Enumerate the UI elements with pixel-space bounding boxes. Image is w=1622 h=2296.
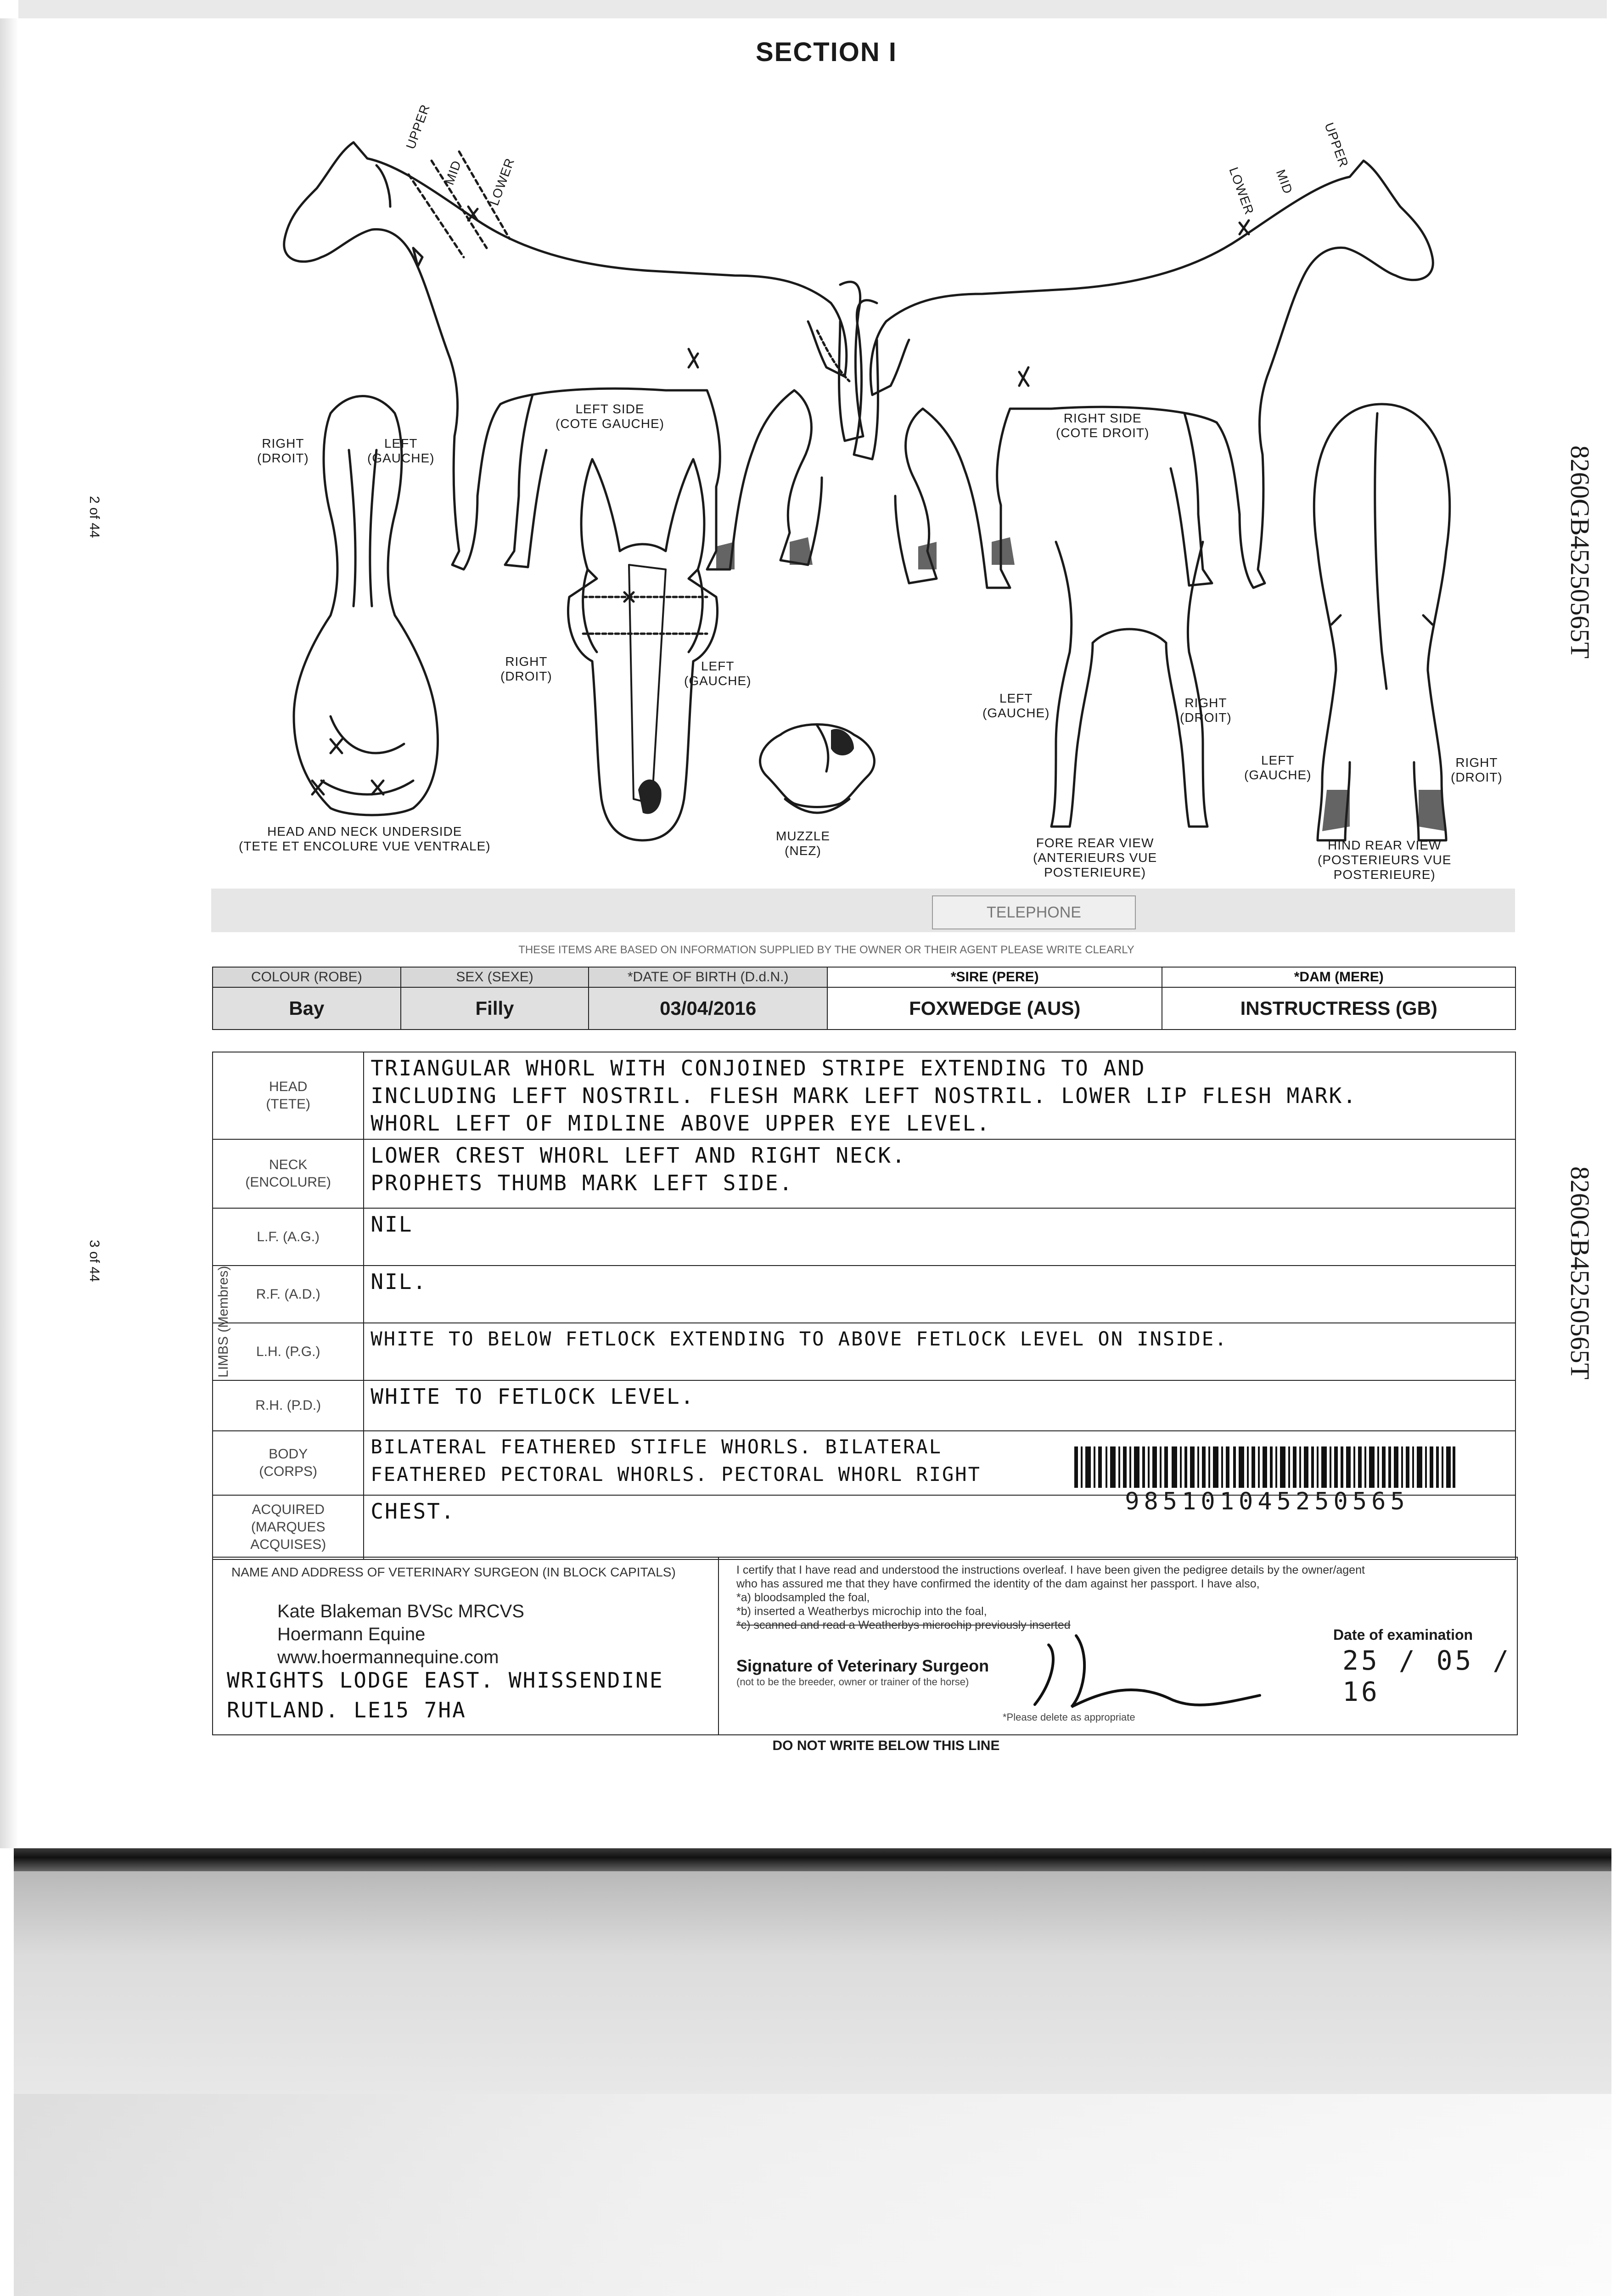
label-head <box>213 1052 364 1139</box>
label-hind-rear-fr2: POSTERIEURE) <box>1333 867 1436 882</box>
label-hind-left <box>1244 753 1311 782</box>
label-upper-left: UPPER <box>403 102 433 151</box>
cert-line-3: *a) bloodsampled the foal, <box>736 1591 870 1604</box>
limbs-label: LIMBS (Membres) <box>216 1266 231 1378</box>
value-sire: FOXWEDGE (AUS) <box>827 987 1162 1030</box>
label-fore-rear-en: FORE REAR VIEW <box>1036 836 1154 850</box>
header-colour: COLOUR (ROBE) <box>213 967 401 987</box>
label-fore-rear-view <box>1033 836 1157 880</box>
footer-instruction: DO NOT WRITE BELOW THIS LINE <box>772 1738 1000 1753</box>
page-number-bottom: 3 of 44 <box>87 1240 102 1282</box>
side-id-bottom: 8260GB45250565T <box>1565 1166 1595 1379</box>
page-number-top: 2 of 44 <box>87 496 102 538</box>
please-delete-note: *Please delete as appropriate <box>1003 1711 1135 1723</box>
acquired-markings: CHEST. <box>364 1495 1515 1559</box>
header-sex: SEX (SEXE) <box>401 967 589 987</box>
vet-address-title: NAME AND ADDRESS OF VETERINARY SURGEON (IN BLOCK CAPITALS) <box>231 1565 676 1579</box>
cert-line-1: I certify that I have read and understood the instructions overleaf. I have been given the pedigree details by the owner/agent <box>736 1564 1365 1576</box>
vet-practice: Hoermann Equine <box>277 1624 426 1644</box>
label-right: RIGHT <box>262 436 304 450</box>
label-head-en: HEAD <box>269 1079 308 1094</box>
label-body-en: BODY <box>269 1446 308 1462</box>
lh-markings: WHITE TO BELOW FETLOCK EXTENDING TO ABOVE FETLOCK LEVEL ON INSIDE. <box>364 1323 1515 1380</box>
faded-header-band <box>211 889 1515 932</box>
neck-markings: LOWER CREST WHORL LEFT AND RIGHT NECK. PROPHETS THUMB MARK LEFT SIDE. <box>364 1139 1515 1208</box>
label-fore-right <box>1180 696 1232 725</box>
label-lower-left: LOWER <box>487 156 517 208</box>
label-hind-left-en: LEFT <box>1261 753 1295 767</box>
label-left-side-en: LEFT SIDE <box>575 402 645 416</box>
vet-name: Kate Blakeman BVSc MRCVS <box>277 1601 524 1621</box>
label-mid-left: MID <box>442 158 464 187</box>
label-head-right-fr: (DROIT) <box>500 669 552 683</box>
label-head-fr: (TETE) <box>266 1097 311 1112</box>
rf-markings: NIL. <box>364 1266 1515 1323</box>
label-mid-right: MID <box>1273 168 1296 196</box>
label-fore-right-fr: (DROIT) <box>1180 710 1232 725</box>
certification-text <box>736 1563 1489 1632</box>
vet-website: www.hoermannequine.com <box>277 1647 499 1667</box>
label-acquired <box>213 1495 364 1559</box>
label-right-side-fr: (COTE DROIT) <box>1056 426 1150 440</box>
value-dob: 03/04/2016 <box>589 987 827 1030</box>
cert-line-4: *b) inserted a Weatherbys microchip into the foal, <box>736 1605 987 1618</box>
label-neck-fr: (ENCOLURE) <box>245 1175 331 1190</box>
label-muzzle <box>776 829 830 858</box>
telephone-label: TELEPHONE <box>987 904 1081 921</box>
label-hind-rear-fr1: (POSTERIEURS VUE <box>1318 853 1452 867</box>
label-hind-right-fr: (DROIT) <box>1451 770 1503 784</box>
vet-signature <box>1021 1626 1278 1714</box>
date-of-examination-value: 25 / 05 / 16 <box>1342 1645 1512 1707</box>
label-head-left <box>684 659 751 688</box>
right-side-horse-drawing <box>854 161 1433 588</box>
header-dob: *DATE OF BIRTH (D.d.N.) <box>589 967 827 987</box>
label-head-right <box>500 654 552 684</box>
label-lower-right: LOWER <box>1226 165 1257 217</box>
header-sire: *SIRE (PERE) <box>827 967 1162 987</box>
label-upper-right: UPPER <box>1322 120 1352 169</box>
cert-line-2: who has assured me that they have confirmed the identity of the dam against her passport. I have also, <box>736 1577 1260 1590</box>
value-dam: INSTRUCTRESS (GB) <box>1162 987 1515 1030</box>
label-left-side-fr: (COTE GAUCHE) <box>556 416 664 431</box>
label-left-gauche <box>367 436 434 466</box>
side-id-top: 8260GB45250565T <box>1565 445 1595 658</box>
label-left: LEFT <box>384 436 418 450</box>
scan-fold-shadow <box>14 1848 1611 1871</box>
head-markings: TRIANGULAR WHORL WITH CONJOINED STRIPE EXTENDING TO AND INCLUDING LEFT NOSTRIL. FLESH MARK LEFT NOSTRIL. LOWER LIP FLESH MARK. WHORL LEFT OF MIDLINE ABOVE UPPER EYE LEVEL. <box>364 1052 1515 1139</box>
telephone-box <box>932 895 1136 929</box>
label-hind-rear-en: HIND REAR VIEW <box>1328 838 1442 852</box>
muzzle-drawing <box>760 725 875 813</box>
label-rh: R.H. (P.D.) <box>213 1380 364 1431</box>
label-droit: (DROIT) <box>257 451 309 465</box>
label-hind-rear-view <box>1318 838 1451 882</box>
section-title: SECTION I <box>755 37 898 67</box>
label-fore-left-en: LEFT <box>999 691 1033 705</box>
cert-line-5: *c) scanned and read a Weatherbys microchip previously inserted <box>736 1619 1071 1632</box>
foal-details-table <box>212 967 1516 1030</box>
label-fore-rear-fr2: POSTERIEURE) <box>1044 865 1146 879</box>
body-markings: BILATERAL FEATHERED STIFLE WHORLS. BILATERAL FEATHERED PECTORAL WHORLS. PECTORAL WHORL RIGHT <box>364 1431 1515 1495</box>
vet-address-panel <box>213 1558 719 1734</box>
label-fore-right-en: RIGHT <box>1184 696 1227 710</box>
label-lh: L.H. (P.G.) <box>213 1323 364 1380</box>
lf-markings: NIL <box>364 1208 1515 1266</box>
label-acquired-en: ACQUIRED <box>252 1502 325 1517</box>
vet-certification-box <box>212 1557 1518 1735</box>
marking-shading <box>638 537 1446 831</box>
label-head-right-en: RIGHT <box>505 654 548 669</box>
label-head-neck-underside <box>239 824 491 854</box>
signature-subtitle: (not to be the breeder, owner or trainer of the horse) <box>736 1676 969 1688</box>
label-body <box>213 1431 364 1495</box>
horse-outline-diagrams <box>0 0 1622 886</box>
label-head-left-en: LEFT <box>701 659 735 673</box>
vet-address-line1: WRIGHTS LODGE EAST. WHISSENDINE <box>227 1668 664 1693</box>
signature-title: Signature of Veterinary Surgeon <box>736 1656 989 1675</box>
label-head-left-fr: (GAUCHE) <box>684 674 752 688</box>
label-acquired-fr: (MARQUES ACQUISES) <box>250 1519 326 1552</box>
label-underside-fr: (TETE ET ENCOLURE VUE VENTRALE) <box>239 839 491 853</box>
label-neck <box>213 1139 364 1208</box>
label-rf: R.F. (A.D.) <box>213 1266 364 1323</box>
label-muzzle-en: MUZZLE <box>776 829 830 843</box>
label-right-droit <box>257 436 309 466</box>
label-right-side-en: RIGHT SIDE <box>1063 411 1142 425</box>
value-sex: Filly <box>401 987 589 1030</box>
label-underside-en: HEAD AND NECK UNDERSIDE <box>267 824 462 838</box>
vet-address-line2: RUTLAND. LE15 7HA <box>227 1698 466 1722</box>
rh-markings: WHITE TO FETLOCK LEVEL. <box>364 1380 1515 1431</box>
hind-rear-view-drawing <box>1314 404 1449 840</box>
label-gauche: (GAUCHE) <box>367 451 435 465</box>
label-fore-rear-fr1: (ANTERIEURS VUE <box>1033 850 1157 865</box>
microchip-barcode <box>1074 1446 1455 1488</box>
microchip-number: 985101045250565 <box>1125 1488 1409 1515</box>
label-lf: L.F. (A.G.) <box>213 1208 364 1266</box>
label-left-side <box>556 402 664 431</box>
date-of-examination-label: Date of examination <box>1333 1626 1473 1643</box>
label-muzzle-fr: (NEZ) <box>785 844 821 858</box>
value-colour: Bay <box>213 987 401 1030</box>
header-dam: *DAM (MERE) <box>1162 967 1515 987</box>
owner-info-notice: THESE ITEMS ARE BASED ON INFORMATION SUPPLIED BY THE OWNER OR THEIR AGENT PLEASE WRITE CLEARLY <box>518 944 1134 956</box>
label-body-fr: (CORPS) <box>259 1464 318 1479</box>
label-fore-left <box>982 691 1050 720</box>
fore-rear-view-drawing <box>1051 542 1207 827</box>
label-hind-right <box>1451 755 1503 785</box>
label-hind-left-fr: (GAUCHE) <box>1244 768 1312 782</box>
scan-bottom-fade <box>14 2094 1611 2296</box>
label-right-side <box>1056 411 1149 440</box>
label-fore-left-fr: (GAUCHE) <box>982 706 1050 720</box>
label-hind-right-en: RIGHT <box>1455 755 1498 770</box>
label-neck-en: NECK <box>269 1157 308 1172</box>
